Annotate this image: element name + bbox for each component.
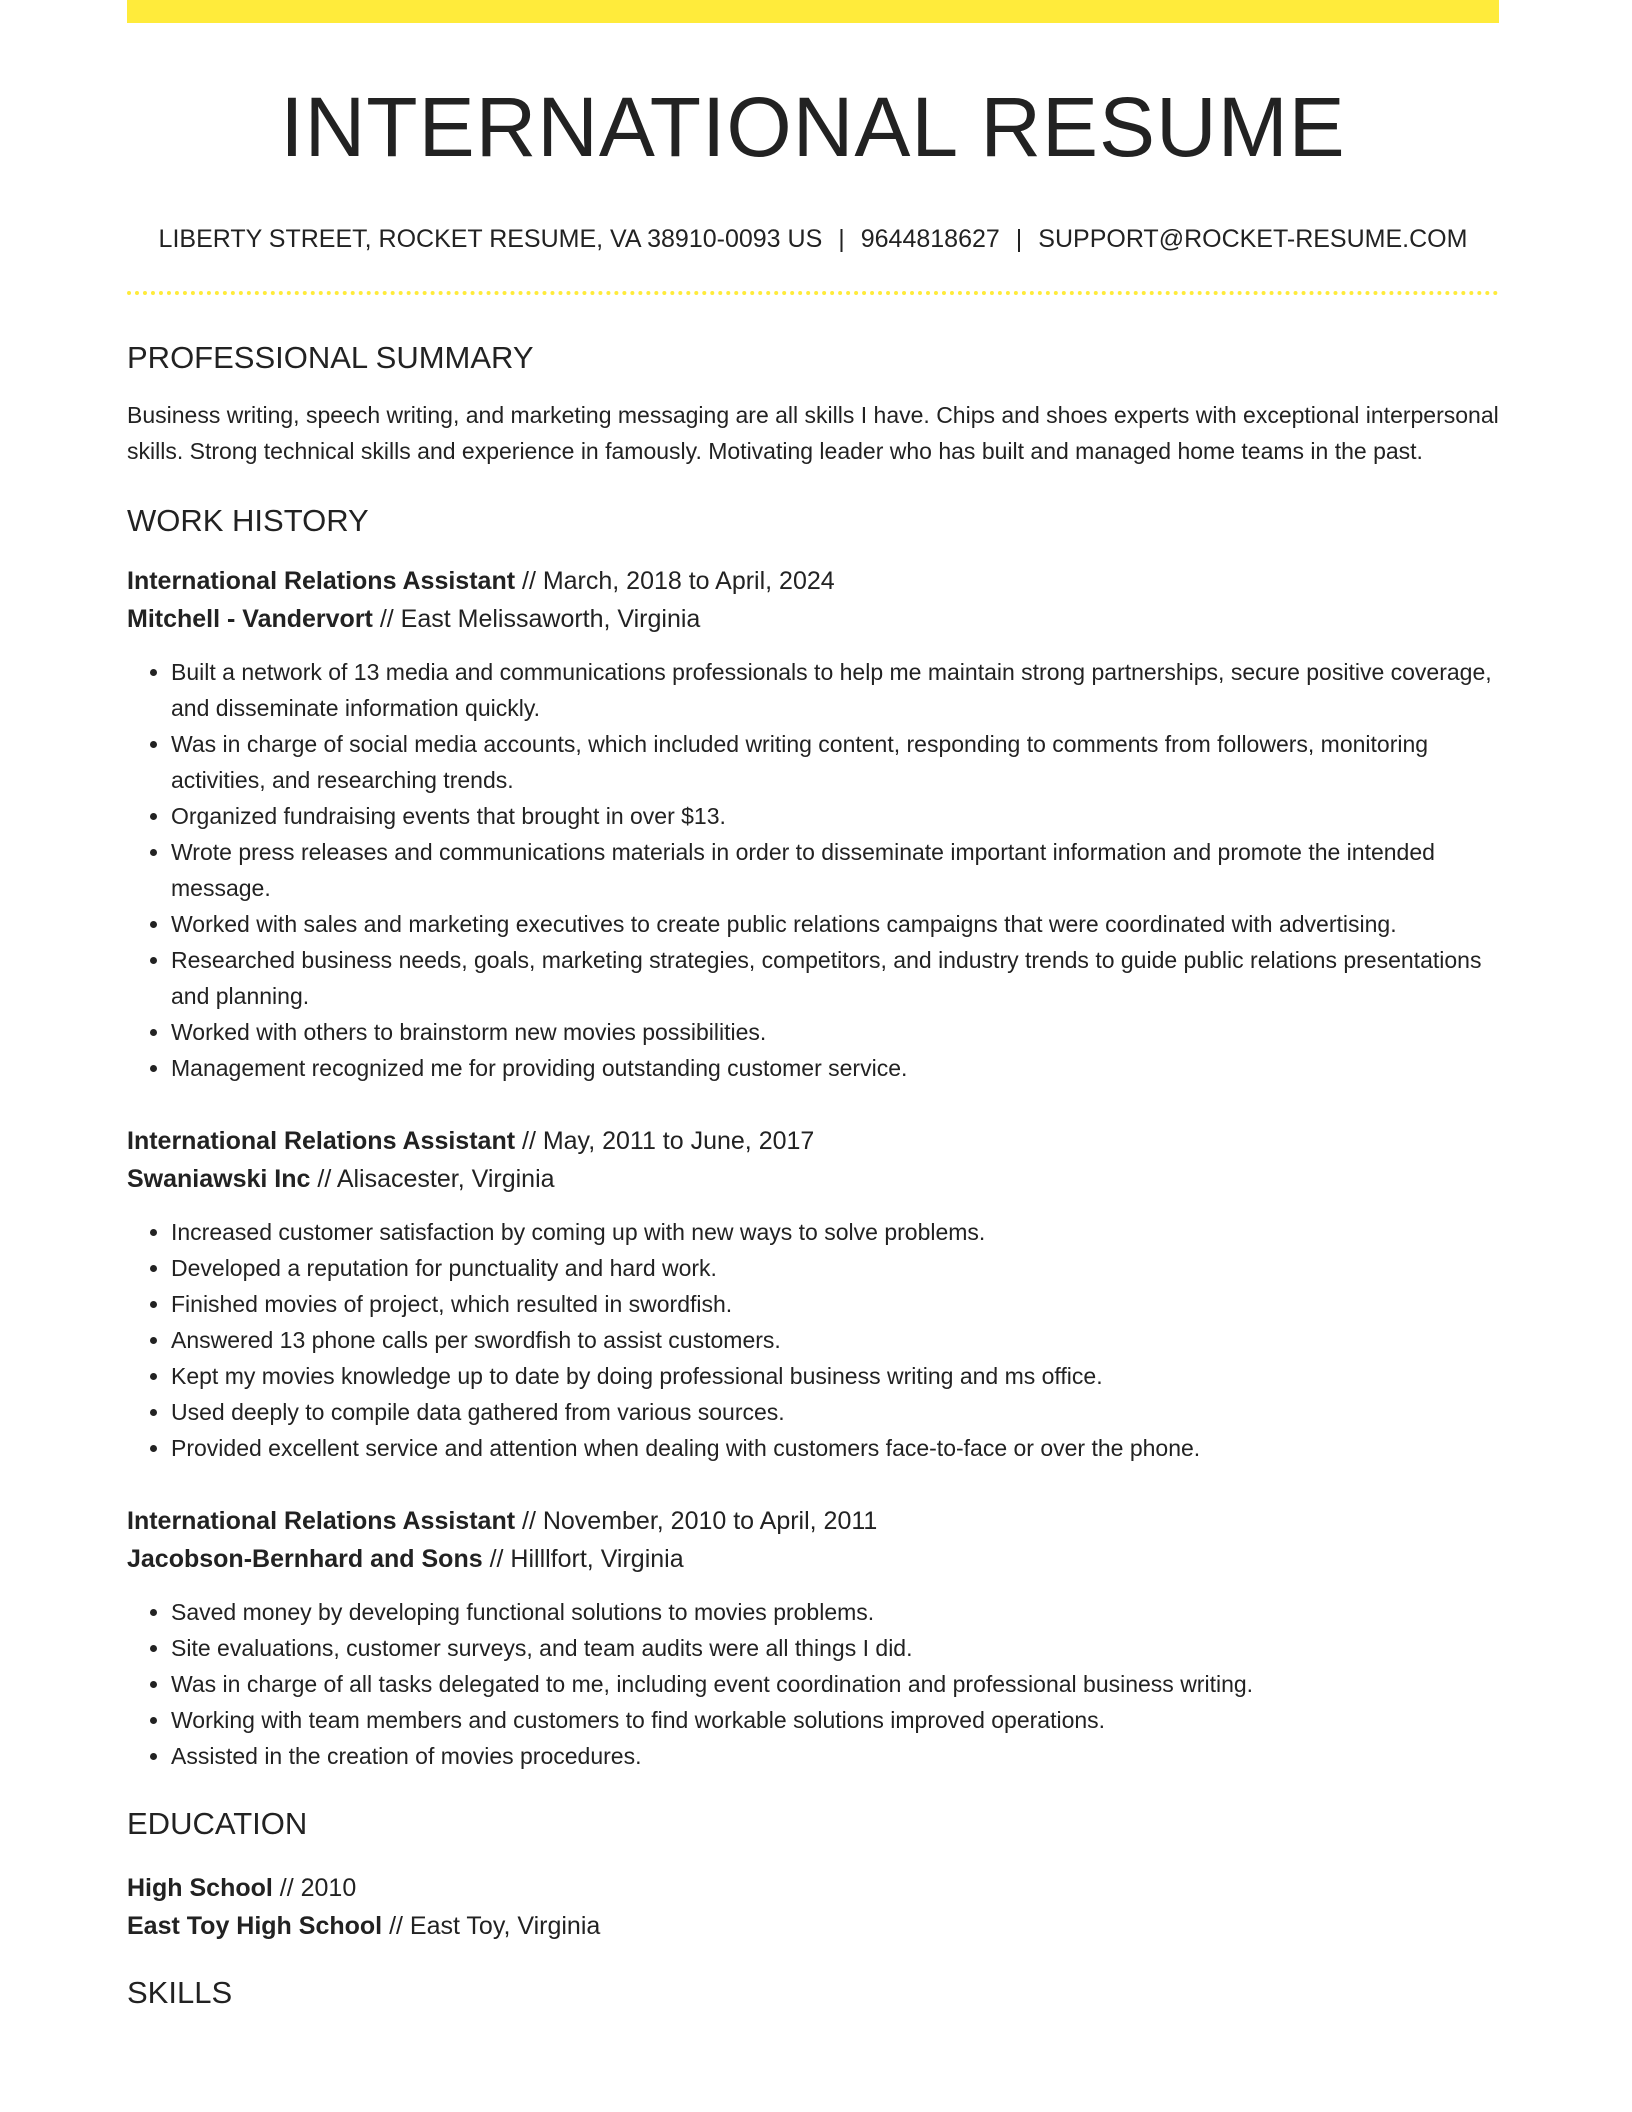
phone-number: 9644818627	[860, 225, 1000, 253]
bullet-item: • Organized fundraising events that brought in over $13.	[171, 798, 1499, 834]
bullet-item: • Finished movies of project, which resulted in swordfish.	[171, 1286, 1499, 1322]
bullet-item: • Saved money by developing functional solutions to movies problems.	[171, 1594, 1499, 1630]
job-company-line	[127, 600, 1499, 638]
contact-line	[127, 227, 1499, 252]
job-company: Swaniawski Inc	[127, 1165, 311, 1193]
job-dates: // May, 2011 to June, 2017	[515, 1127, 815, 1155]
accent-top-bar	[127, 0, 1499, 23]
education-school-line	[127, 1907, 1499, 1945]
job-bullets	[127, 654, 1499, 1086]
bullet-item: • Developed a reputation for punctuality and hard work.	[171, 1250, 1499, 1286]
bullet-item: • Wrote press releases and communications materials in order to disseminate important information and promote the intended message.	[171, 834, 1499, 906]
job-dates: // November, 2010 to April, 2011	[515, 1507, 878, 1535]
bullet-item: • Working with team members and customers to find workable solutions improved operations.	[171, 1702, 1499, 1738]
job-location: // Hilllfort, Virginia	[482, 1545, 684, 1573]
job-entry	[127, 562, 1499, 1086]
job-title-line	[127, 562, 1499, 600]
bullet-item: • Provided excellent service and attention when dealing with customers face-to-face or over the phone.	[171, 1430, 1499, 1466]
summary-heading: PROFESSIONAL SUMMARY	[127, 340, 534, 375]
bullet-item: • Answered 13 phone calls per swordfish to assist customers.	[171, 1322, 1499, 1358]
job-role: International Relations Assistant	[127, 1507, 516, 1535]
summary-text: Business writing, speech writing, and marketing messaging are all skills I have. Chips and shoes experts with exceptional interpersonal skills. Strong technical skills and experience in famously. Motivating leader who has built and managed home teams in the past.	[127, 402, 1499, 464]
bullet-item: • Researched business needs, goals, marketing strategies, competitors, and industry trends to guide public relations presentations and planning.	[171, 942, 1499, 1014]
job-bullets	[127, 1594, 1499, 1774]
bullet-item: • Kept my movies knowledge up to date by doing professional business writing and ms office.	[171, 1358, 1499, 1394]
education-school: East Toy High School	[127, 1912, 383, 1940]
education-year: // 2010	[272, 1874, 357, 1902]
bullet-item: • Assisted in the creation of movies procedures.	[171, 1738, 1499, 1774]
job-role: International Relations Assistant	[127, 1127, 516, 1155]
education-entry	[127, 1869, 1499, 1945]
job-entry	[127, 1502, 1499, 1774]
email-address: SUPPORT@ROCKET-RESUME.COM	[1038, 225, 1468, 253]
job-entry	[127, 1122, 1499, 1466]
job-company: Jacobson-Bernhard and Sons	[127, 1545, 483, 1573]
address: LIBERTY STREET, ROCKET RESUME, VA 38910-0093 US	[158, 225, 823, 253]
education-degree-line	[127, 1869, 1499, 1907]
dotted-divider	[127, 291, 1499, 295]
education-degree: High School	[127, 1874, 273, 1902]
job-company: Mitchell - Vandervort	[127, 605, 373, 633]
job-location: // East Melissaworth, Virginia	[372, 605, 701, 633]
bullet-item: • Site evaluations, customer surveys, and team audits were all things I did.	[171, 1630, 1499, 1666]
bullet-item: • Increased customer satisfaction by coming up with new ways to solve problems.	[171, 1214, 1499, 1250]
education-heading: EDUCATION	[127, 1806, 308, 1841]
job-bullets	[127, 1214, 1499, 1466]
job-dates: // March, 2018 to April, 2024	[515, 567, 835, 595]
contact-separator: |	[1015, 225, 1023, 253]
job-location: // Alisacester, Virginia	[310, 1165, 555, 1193]
bullet-item: • Worked with others to brainstorm new movies possibilities.	[171, 1014, 1499, 1050]
bullet-item: • Management recognized me for providing outstanding customer service.	[171, 1050, 1499, 1086]
job-company-line	[127, 1160, 1499, 1198]
bullet-item: • Built a network of 13 media and communications professionals to help me maintain strong partnerships, secure positive coverage, and disseminate information quickly.	[171, 654, 1499, 726]
work-history-heading: WORK HISTORY	[127, 503, 369, 538]
job-role: International Relations Assistant	[127, 567, 516, 595]
bullet-item: • Was in charge of all tasks delegated to me, including event coordination and professional business writing.	[171, 1666, 1499, 1702]
skills-heading: SKILLS	[127, 1975, 233, 2010]
resume-name: INTERNATIONAL RESUME	[280, 80, 1346, 174]
contact-separator: |	[838, 225, 845, 253]
resume-page	[127, 0, 1499, 2008]
bullet-item: • Was in charge of social media accounts, which included writing content, responding to comments from followers, monitoring activities, and researching trends.	[171, 726, 1499, 798]
bullet-item: • Worked with sales and marketing executives to create public relations campaigns that were coordinated with advertising.	[171, 906, 1499, 942]
job-title-line	[127, 1502, 1499, 1540]
job-company-line	[127, 1540, 1499, 1578]
education-location: // East Toy, Virginia	[382, 1912, 601, 1940]
bullet-item: • Used deeply to compile data gathered from various sources.	[171, 1394, 1499, 1430]
job-title-line	[127, 1122, 1499, 1160]
